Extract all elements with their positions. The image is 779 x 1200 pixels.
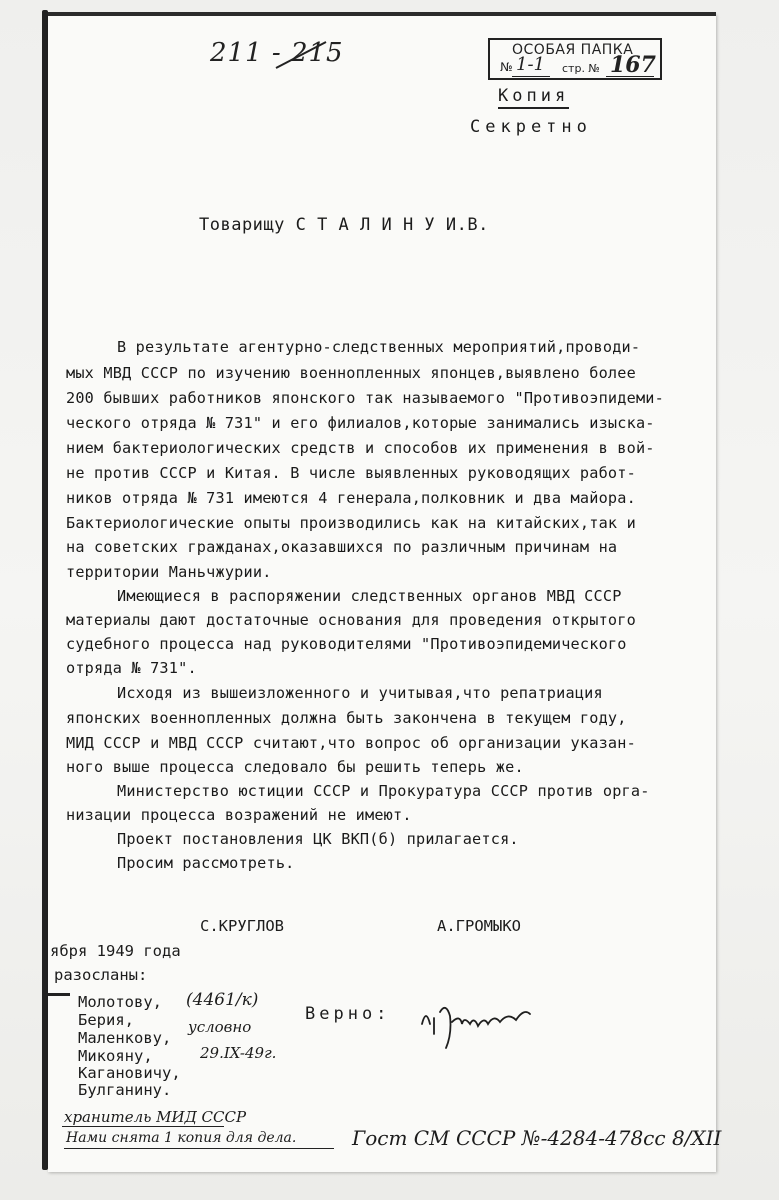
verified-label: Верно: (305, 1004, 391, 1024)
distribution-label: разосланы: (54, 966, 148, 984)
body-line: Исходя из вышеизложенного и учитывая,что репатриация (117, 684, 603, 702)
stamp-number-label: № (500, 60, 513, 74)
stamp-page-value: 167 (610, 52, 656, 78)
verifier-signature (416, 994, 536, 1054)
sheet-top-edge (48, 12, 716, 16)
underline (64, 1148, 334, 1149)
body-line: Министерство юстиции СССР и Прокуратура СССР против орга- (117, 782, 650, 800)
body-line: ного выше процесса следовало бы решить теперь же. (66, 758, 524, 776)
body-line: Просим рассмотреть. (117, 854, 295, 872)
recipient: Микояну, (78, 1047, 153, 1065)
body-line: судебного процесса над руководителями "Противоэпидемического (66, 635, 627, 653)
addressee: Товарищу С Т А Л И Н У И.В. (199, 215, 489, 235)
body-line: низации процесса возражений не имеют. (66, 806, 412, 824)
body-line: МИД СССР и МВД СССР считают,что вопрос об организации указан- (66, 734, 636, 752)
recipient: Молотову, (78, 993, 162, 1011)
recipient: Булганину. (78, 1081, 172, 1099)
stamp-number-value: 1-1 (516, 54, 545, 75)
body-line: Проект постановления ЦК ВКП(б) прилагается. (117, 830, 519, 848)
body-line: Имеющиеся в распоряжении следственных органов МВД СССР (117, 587, 622, 605)
body-line: территории Маньчжурии. (66, 563, 272, 581)
body-line: нием бактериологических средств и способов их применения в вой- (66, 439, 655, 457)
secrecy-mark: Секретно (470, 117, 592, 137)
document-date: ября 1949 года (50, 942, 181, 960)
recipient: Кагановичу, (78, 1064, 181, 1082)
underline (62, 1126, 224, 1127)
body-line: на советских гражданах,оказавшихся по различным причинам на (66, 538, 618, 556)
body-line: 200 бывших работников японского так называемого "Противоэпидеми- (66, 389, 664, 407)
handwritten-reference: (4461/к) (186, 990, 259, 1010)
handwritten-note: условно (188, 1018, 252, 1036)
body-line: ников отряда № 731 имеются 4 генерала,полковник и два майора. (66, 489, 636, 507)
body-line: ческого отряда № 731" и его филиалов,которые занимались изыска- (66, 414, 655, 432)
archive-number: 211 - 215 (210, 38, 344, 68)
body-line: японских военнопленных должна быть закончена в текущем году, (66, 709, 627, 727)
body-line: В результате агентурно-следственных мероприятий,проводи- (117, 338, 641, 356)
body-line: не против СССР и Китая. В числе выявленных руководящих работ- (66, 464, 636, 482)
copy-mark: Копия (498, 86, 569, 109)
body-line: мых МВД СССР по изучению военнопленных японцев,выявлено более (66, 364, 636, 382)
stamp-underline (606, 76, 654, 77)
special-folder-stamp (488, 38, 662, 80)
cut-mark (48, 993, 70, 996)
handwritten-copy-note: Нами снята 1 копия для дела. (66, 1130, 297, 1146)
signature-gromyko: А.ГРОМЫКО (437, 917, 521, 935)
body-line: Бактериологические опыты производились как на китайских,так и (66, 514, 636, 532)
body-line: отряда № 731". (66, 659, 197, 677)
handwritten-registration: Гост СМ СССР №-4284-478сс 8/XII (352, 1126, 722, 1150)
handwritten-archivist-note: хранитель МИД СССР (64, 1108, 247, 1126)
archive-strike-mark (272, 40, 332, 70)
signature-kruglov: С.КРУГЛОВ (200, 917, 284, 935)
stamp-title: ОСОБАЯ ПАПКА (512, 42, 634, 58)
handwritten-date: 29.IX-49г. (200, 1044, 277, 1062)
stamp-underline (512, 76, 550, 77)
body-line: материалы дают достаточные основания для проведения открытого (66, 611, 636, 629)
recipient: Берия, (78, 1011, 134, 1029)
stamp-page-label: стр. № (562, 62, 600, 75)
recipient: Маленкову, (78, 1029, 172, 1047)
